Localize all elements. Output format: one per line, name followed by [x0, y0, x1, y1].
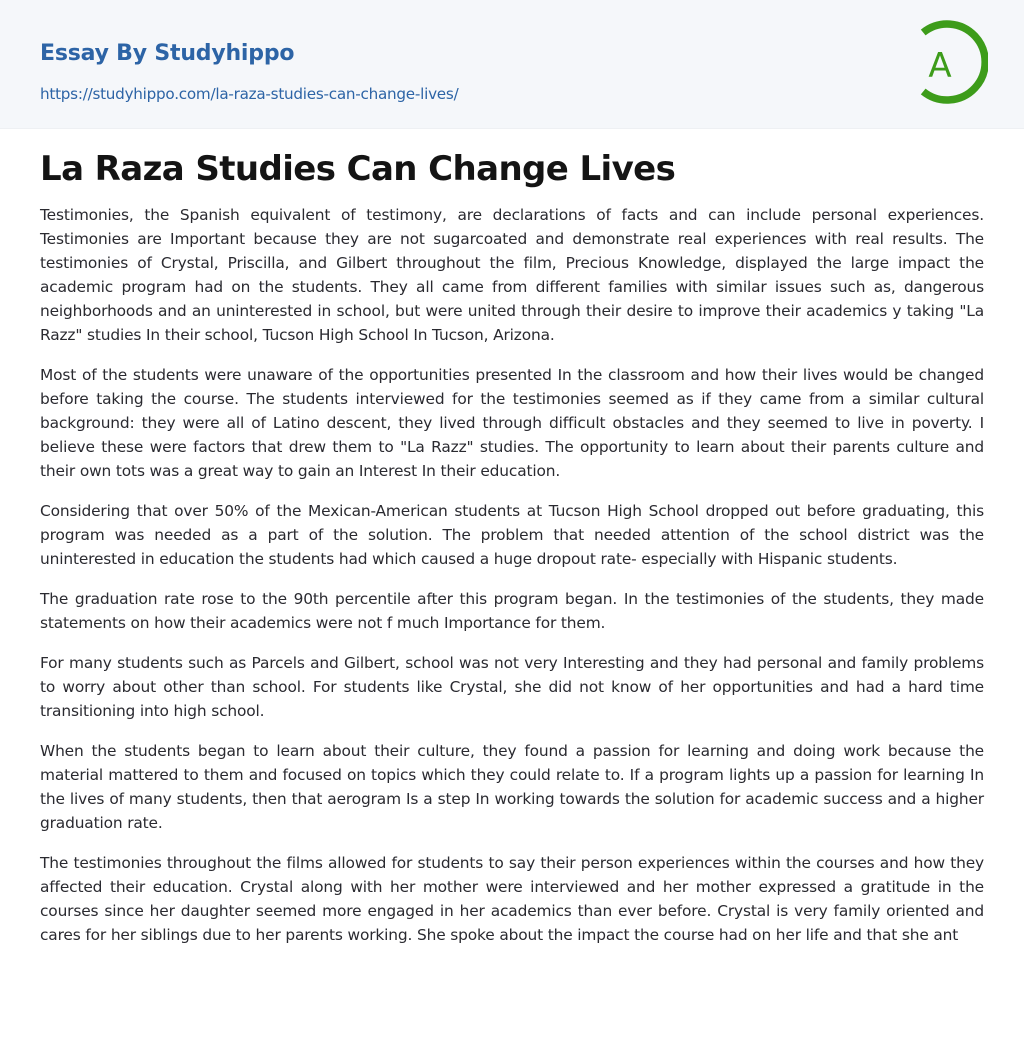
- essay-url-link[interactable]: https://studyhippo.com/la-raza-studies-can-change-lives/: [40, 85, 459, 103]
- paragraph: Testimonies, the Spanish equivalent of testimony, are declarations of facts and can include personal experiences. Testimonies are Important because they are not sugarcoated and demonstrate real experiences with real results. The testimonies of Crystal, Priscilla, and Gilbert throughout the film, Precious Knowledge, displayed the large impact the academic program had on the students. They all came from different families with similar issues such as, dangerous neighborhoods and an uninterested in school, but were united through their desire to improve their academics y taking "La Razz" studies In their school, Tucson High School In Tucson, Arizona.: [40, 206, 984, 344]
- article: [0, 149, 1024, 947]
- paragraph: Most of the students were unaware of the opportunities presented In the classroom and how their lives would be changed before taking the course. The students interviewed for the testimonies seemed as if they came from a similar cultural background: they were all of Latino descent, they lived through difficult obstacles and they seemed to live in poverty. I believe these were factors that drew them to "La Razz" studies. The opportunity to learn about their parents culture and their own tots was a great way to gain an Interest In their education.: [40, 366, 984, 480]
- page-title: La Raza Studies Can Change Lives: [40, 149, 676, 189]
- logo-letter: A: [928, 46, 952, 86]
- site-header: [0, 0, 1024, 129]
- article-body: [40, 203, 984, 947]
- site-name-link[interactable]: Essay By Studyhippo: [40, 41, 295, 66]
- paragraph: When the students began to learn about their culture, they found a passion for learning and doing work because the material mattered to them and focused on topics which they could relate to. If a program lights up a passion for learning In the lives of many students, then that aerogram Is a step In working towards the solution for academic success and a higher graduation rate.: [40, 742, 984, 832]
- paragraph: Considering that over 50% of the Mexican-American students at Tucson High School dropped out before graduating, this program was needed as a part of the solution. The problem that needed attention of the school district was the uninterested in education the students had which caused a huge dropout rate- especially with Hispanic students.: [40, 502, 984, 568]
- studyhippo-logo-icon[interactable]: [912, 18, 988, 106]
- paragraph: The graduation rate rose to the 90th percentile after this program began. In the testimonies of the students, they made statements on how their academics were not f much Importance for them.: [40, 590, 984, 632]
- paragraph: The testimonies throughout the films allowed for students to say their person experiences within the courses and how they affected their education. Crystal along with her mother were interviewed and her mother expressed a gratitude in the courses since her daughter seemed more engaged in her academics than ever before. Crystal is very family oriented and cares for her siblings due to her parents working. She spoke about the impact the course had on her life and that she ant: [40, 854, 984, 944]
- paragraph: For many students such as Parcels and Gilbert, school was not very Interesting and they had personal and family problems to worry about other than school. For students like Crystal, she did not know of her opportunities and had a hard time transitioning into high school.: [40, 654, 984, 720]
